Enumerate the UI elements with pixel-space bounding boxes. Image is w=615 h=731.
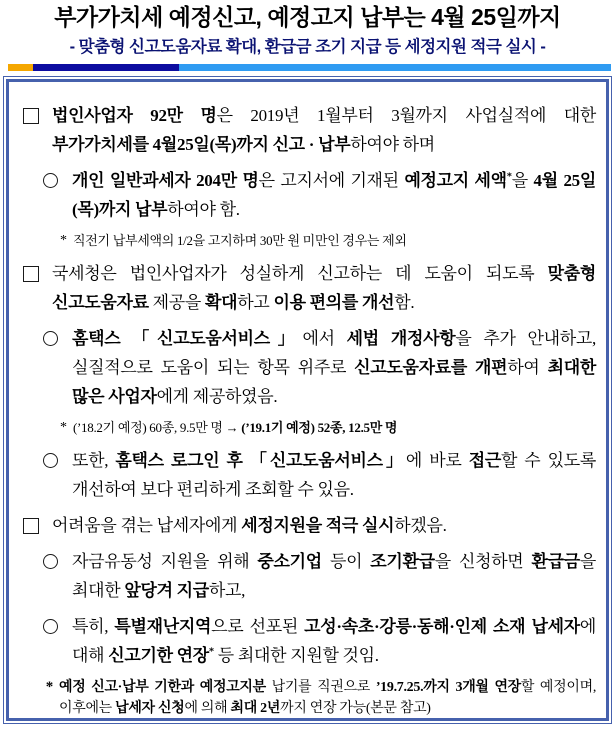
text-segment: 에 의해 xyxy=(184,701,231,717)
square-bullet-icon xyxy=(23,518,39,534)
text-segment: 을 최대한 xyxy=(72,552,596,601)
paragraph-text xyxy=(59,677,596,719)
text-segment: 에 대해 xyxy=(72,617,596,666)
text-segment: 부가가치세를 4월25일(목)까지 신고 · 납부 xyxy=(52,135,351,155)
square-bullet-icon xyxy=(23,266,39,282)
text-segment: 을 추가 안내하고, 실질적으로 도움이 되는 항목 위주로 xyxy=(72,329,596,378)
text-segment: 을 신청하면 xyxy=(434,552,532,572)
text-segment: 에서 xyxy=(302,329,347,349)
text-segment: * xyxy=(506,171,512,183)
text-segment: 중소기업 xyxy=(257,552,322,572)
text-segment: 하여야 하며 xyxy=(350,135,435,155)
paragraph-text xyxy=(72,324,596,411)
page-title: 부가가치세 예정신고, 예정고지 납부는 4월 25일까지 xyxy=(54,4,561,30)
text-segment: 할 예정이며, 이후에는 xyxy=(59,680,597,717)
paragraph-text xyxy=(72,547,596,605)
text-segment: 개인 일반과세자 204만 명 xyxy=(72,171,259,191)
footnote-paragraph xyxy=(19,231,596,250)
text-segment: 하여야 함. xyxy=(167,200,240,220)
text-segment: 국세청은 법인사업자가 성실하게 신고하는 데 도움이 되도록 xyxy=(52,264,548,284)
text-segment: 홈택스 「신고도움서비스」 xyxy=(72,329,303,349)
body-paragraph xyxy=(19,547,596,605)
page-subtitle: - 맞춤형 신고도움자료 확대, 환급금 조기 지급 등 세정지원 적극 실시 - xyxy=(69,38,546,57)
text-segment: 함. xyxy=(394,293,415,313)
body-paragraph xyxy=(19,324,596,411)
text-segment: 예정 신고·납부 기한과 예정고지분 xyxy=(59,680,272,696)
circle-bullet-icon xyxy=(43,619,58,634)
text-segment: (’19.1기 예정) 52종, 12.5만 명 xyxy=(241,420,398,436)
text-segment: ’19.7.25.까지 3개월 연장 xyxy=(375,680,521,696)
text-segment: 환급금 xyxy=(531,552,580,572)
body-paragraph xyxy=(19,612,596,670)
body-paragraph xyxy=(19,101,596,159)
text-segment: 납기를 직권으로 xyxy=(271,680,376,696)
paragraph-text xyxy=(72,446,596,504)
footnote-paragraph xyxy=(19,418,596,437)
circle-bullet-icon xyxy=(43,173,58,188)
footnote-asterisk-icon: * xyxy=(60,233,67,249)
body-paragraph xyxy=(19,511,596,540)
paragraph-text xyxy=(73,418,596,437)
body-paragraph xyxy=(19,166,596,224)
square-bullet-icon xyxy=(23,108,39,124)
text-segment: 신고기한 연장 xyxy=(108,646,209,666)
body-paragraph xyxy=(19,446,596,504)
text-segment: 홈택스 로그인 후 「신고도움서비스」 xyxy=(115,451,406,471)
paragraph-text xyxy=(52,511,596,540)
document-header xyxy=(0,0,615,71)
body-paragraph xyxy=(19,259,596,317)
footnote-paragraph xyxy=(19,677,596,719)
text-segment: 접근 xyxy=(468,451,501,471)
content-box xyxy=(3,76,612,724)
text-segment: * xyxy=(208,646,214,658)
paragraph-text xyxy=(72,612,596,670)
text-segment: 하고, xyxy=(208,581,246,601)
divider-bar-lightblue-segment xyxy=(179,64,611,71)
text-segment: 고성·속초·강릉·동해·인제 소재 납세자 xyxy=(304,617,580,637)
text-segment: 하여 xyxy=(507,358,548,378)
text-segment: 은 2019년 1월부터 3월까지 사업실적에 대한 xyxy=(216,106,597,126)
text-segment: 앞당겨 지급 xyxy=(124,581,209,601)
text-segment: 특히, xyxy=(72,617,115,637)
text-segment: 제공을 xyxy=(148,293,206,313)
text-segment: 최대한 많은 사업자 xyxy=(72,358,596,407)
text-segment: 을 xyxy=(511,171,534,191)
text-segment: 납세자 신청 xyxy=(115,701,185,717)
footnote-asterisk-icon: * xyxy=(60,420,67,436)
text-segment: 최대 2년 xyxy=(230,701,281,717)
text-segment: 특별재난지역 xyxy=(114,617,212,637)
paragraph-text xyxy=(73,231,596,250)
text-segment: 예정고지 세액 xyxy=(404,171,507,191)
text-segment: 까지 연장 가능(본문 참고) xyxy=(280,701,431,717)
paragraph-text xyxy=(72,166,596,224)
text-segment: 어려움을 겪는 납세자에게 xyxy=(52,516,242,536)
text-segment: 이용 편의를 개선 xyxy=(273,293,395,313)
text-segment: 4월 25일(목)까지 납부 xyxy=(72,171,596,220)
paragraph-text xyxy=(52,259,596,317)
text-segment: 등이 xyxy=(321,552,371,572)
text-segment: 신고도움자료를 개편 xyxy=(354,358,508,378)
paragraph-text xyxy=(52,101,596,159)
text-segment: 법인사업자 92만 명 xyxy=(52,106,217,126)
text-segment: 에게 제공하였음. xyxy=(156,387,278,407)
divider-bar-orange-segment xyxy=(8,64,33,71)
text-segment: 세법 개정사항 xyxy=(346,329,456,349)
text-segment: 또한, xyxy=(72,451,116,471)
text-segment: 조기환급 xyxy=(370,552,435,572)
text-segment: 등 최대한 지원할 것임. xyxy=(213,646,379,666)
text-segment: 맞춤형 신고도움자료 xyxy=(52,264,596,313)
text-segment: 직전기 납부세액의 1/2을 고지하며 30만 원 미만인 경우는 제외 xyxy=(73,233,407,249)
text-segment: 에 바로 xyxy=(405,451,469,471)
circle-bullet-icon xyxy=(43,554,58,569)
text-segment: 은 고지서에 기재된 xyxy=(258,171,405,191)
text-segment: 확대 xyxy=(205,293,238,313)
text-segment: 으로 선포된 xyxy=(211,617,305,637)
divider-bar xyxy=(8,64,611,71)
divider-bar-navy-segment xyxy=(33,64,179,71)
footnote-asterisk-icon: * xyxy=(45,679,54,696)
text-segment: (’18.2기 예정) 60종, 9.5만 명 → xyxy=(73,420,242,436)
text-segment: 할 수 있도록 개선하여 보다 편리하게 조회할 수 있음. xyxy=(72,451,596,500)
text-segment: 자금유동성 지원을 위해 xyxy=(72,552,258,572)
circle-bullet-icon xyxy=(43,453,58,468)
text-segment: 하고 xyxy=(237,293,274,313)
document-body xyxy=(6,79,609,721)
text-segment: 하겠음. xyxy=(394,516,447,536)
text-segment: 세정지원을 적극 실시 xyxy=(241,516,395,536)
circle-bullet-icon xyxy=(43,331,58,346)
